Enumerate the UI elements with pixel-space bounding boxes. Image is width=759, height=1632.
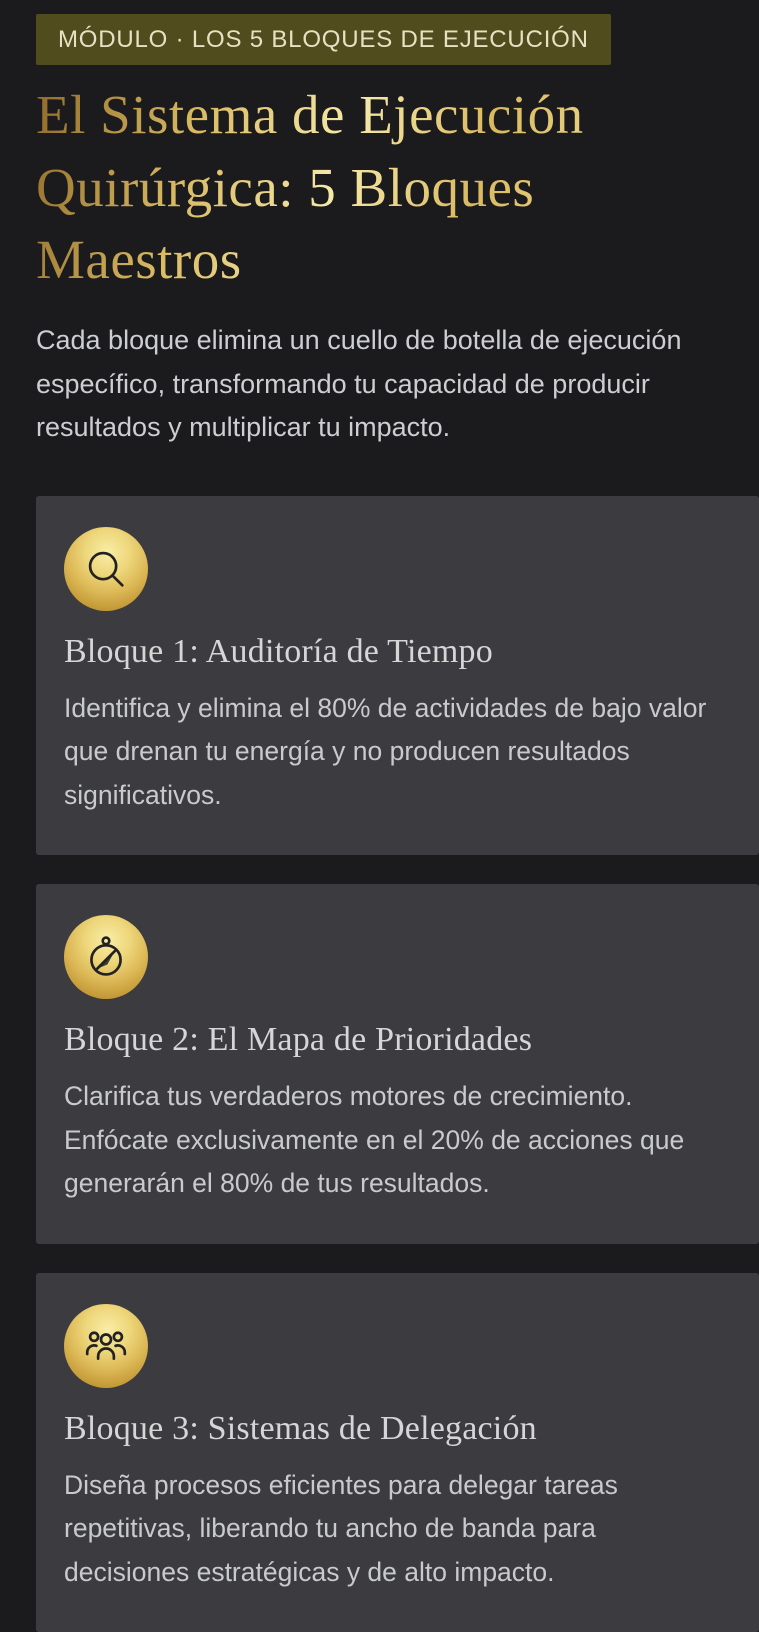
block-card-description: Clarifica tus verdaderos motores de crecimiento. Enfócate exclusivamente en el 20% de acciones que generarán el 80% de tus resultados. bbox=[64, 1081, 685, 1199]
users-icon bbox=[64, 1304, 148, 1388]
page-title: El Sistema de Ejecución Quirúrgica: 5 Bloques Maestros bbox=[36, 79, 759, 297]
block-card-title: Bloque 2: El Mapa de Prioridades bbox=[64, 1021, 533, 1059]
block-card-3 bbox=[36, 1273, 759, 1632]
module-badge: MÓDULO · LOS 5 BLOQUES DE EJECUCIÓN bbox=[36, 14, 611, 65]
block-card-1 bbox=[36, 496, 759, 855]
block-card-2 bbox=[36, 884, 759, 1243]
intro-paragraph: Cada bloque elimina un cuello de botella de ejecución específico, transformando tu capacidad de producir resultados y multiplicar tu impacto. bbox=[36, 324, 682, 443]
block-card-title: Bloque 1: Auditoría de Tiempo bbox=[64, 632, 493, 670]
block-card-description: Identifica y elimina el 80% de actividades de bajo valor que drenan tu energía y no producen resultados significativos. bbox=[64, 692, 707, 810]
block-card-title: Bloque 3: Sistemas de Delegación bbox=[64, 1409, 537, 1447]
compass-icon bbox=[64, 915, 148, 999]
block-card-description: Diseña procesos eficientes para delegar tareas repetitivas, liberando tu ancho de banda para decisiones estratégicas y de alto impacto. bbox=[64, 1469, 618, 1587]
block-cards bbox=[36, 496, 759, 1632]
search-icon bbox=[64, 527, 148, 611]
